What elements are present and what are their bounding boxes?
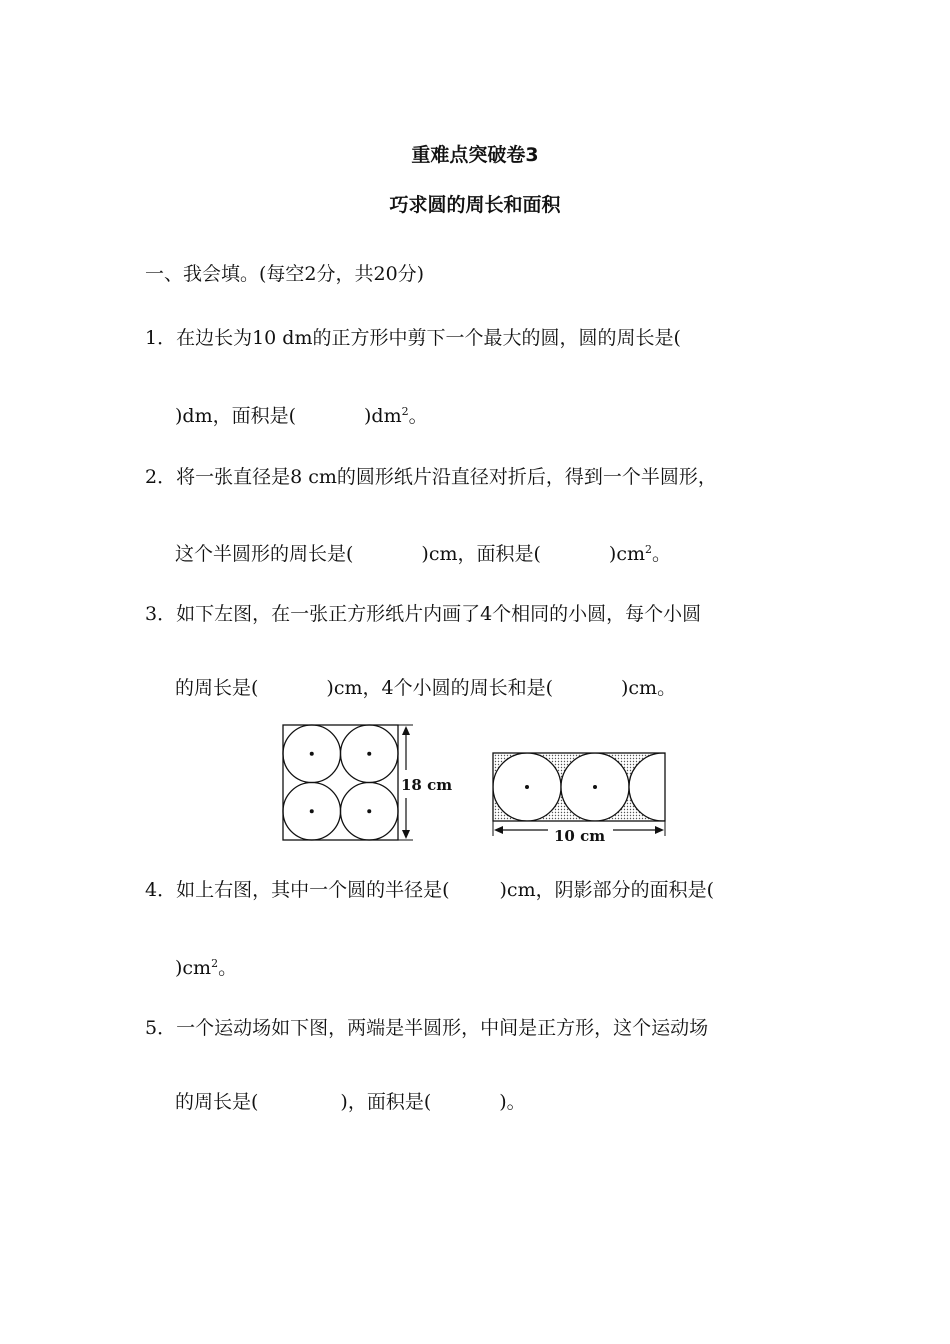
shaded-circles-figure (488, 748, 673, 848)
question-1-line-2 (175, 400, 428, 428)
question-2-line-2 (175, 538, 671, 566)
question-1-line-1: 1．在边长为10 dm的正方形中剪下一个最大的圆，圆的周长是( (145, 327, 681, 349)
question-3-line-1: 3．如下左图，在一张正方形纸片内画了4个相同的小圆，每个小圆 (145, 603, 702, 625)
q1-end: 。 (408, 405, 428, 427)
q1-text-a: )dm，面积是( (175, 405, 297, 427)
q2-superscript: 2 (644, 543, 652, 556)
q4-text-c: )cm (175, 957, 212, 979)
q2-text-a: 这个半圆形的周长是( (175, 543, 354, 565)
q1-text-b: )dm (364, 405, 402, 427)
q2-text-c: )cm (608, 543, 645, 565)
page-title: 重难点突破卷3 (411, 144, 539, 166)
question-3-line-2 (175, 676, 676, 700)
circle-center (525, 785, 529, 789)
page-subtitle: 巧求圆的周长和面积 (389, 194, 561, 216)
arrow-up-icon (402, 726, 410, 735)
arrow-down-icon (402, 830, 410, 839)
q5-text-a: 的周长是( (175, 1091, 259, 1113)
q2-text-b: )cm，面积是( (421, 543, 541, 565)
side-length-label: 18 cm (401, 776, 453, 794)
circle-center (367, 809, 371, 813)
q2-end: 。 (651, 543, 671, 565)
length-label: 10 cm (554, 827, 606, 845)
question-4-line-2 (175, 952, 237, 980)
question-2-line-1: 2．将一张直径是8 cm的圆形纸片沿直径对折后，得到一个半圆形， (145, 466, 717, 488)
circle-center (593, 785, 597, 789)
circle-center (310, 809, 314, 813)
q3-text-b: )cm，4个小圆的周长和是( (326, 677, 553, 699)
circle-center (310, 752, 314, 756)
q3-text-a: 的周长是( (175, 677, 259, 699)
question-5-line-2 (175, 1090, 526, 1114)
q4-text-a: 4．如上右图，其中一个圆的半径是( (145, 879, 450, 901)
four-circles-figure (278, 720, 458, 848)
q3-text-c: )cm。 (621, 677, 677, 699)
q5-text-c: )。 (499, 1091, 526, 1113)
section-heading: 一、我会填。(每空2分，共20分) (145, 263, 425, 285)
square-outline (283, 725, 398, 840)
circle-center (367, 752, 371, 756)
question-5-line-1: 5．一个运动场如下图，两端是半圆形，中间是正方形，这个运动场 (145, 1017, 709, 1039)
arrow-left-icon (494, 826, 503, 834)
q4-end: 。 (218, 957, 238, 979)
question-4-line-1 (145, 878, 714, 902)
q5-text-b: )，面积是( (340, 1091, 432, 1113)
arrow-right-icon (655, 826, 664, 834)
q4-text-b: )cm，阴影部分的面积是( (499, 879, 714, 901)
q1-superscript: 2 (401, 405, 409, 418)
q4-superscript: 2 (211, 957, 219, 970)
